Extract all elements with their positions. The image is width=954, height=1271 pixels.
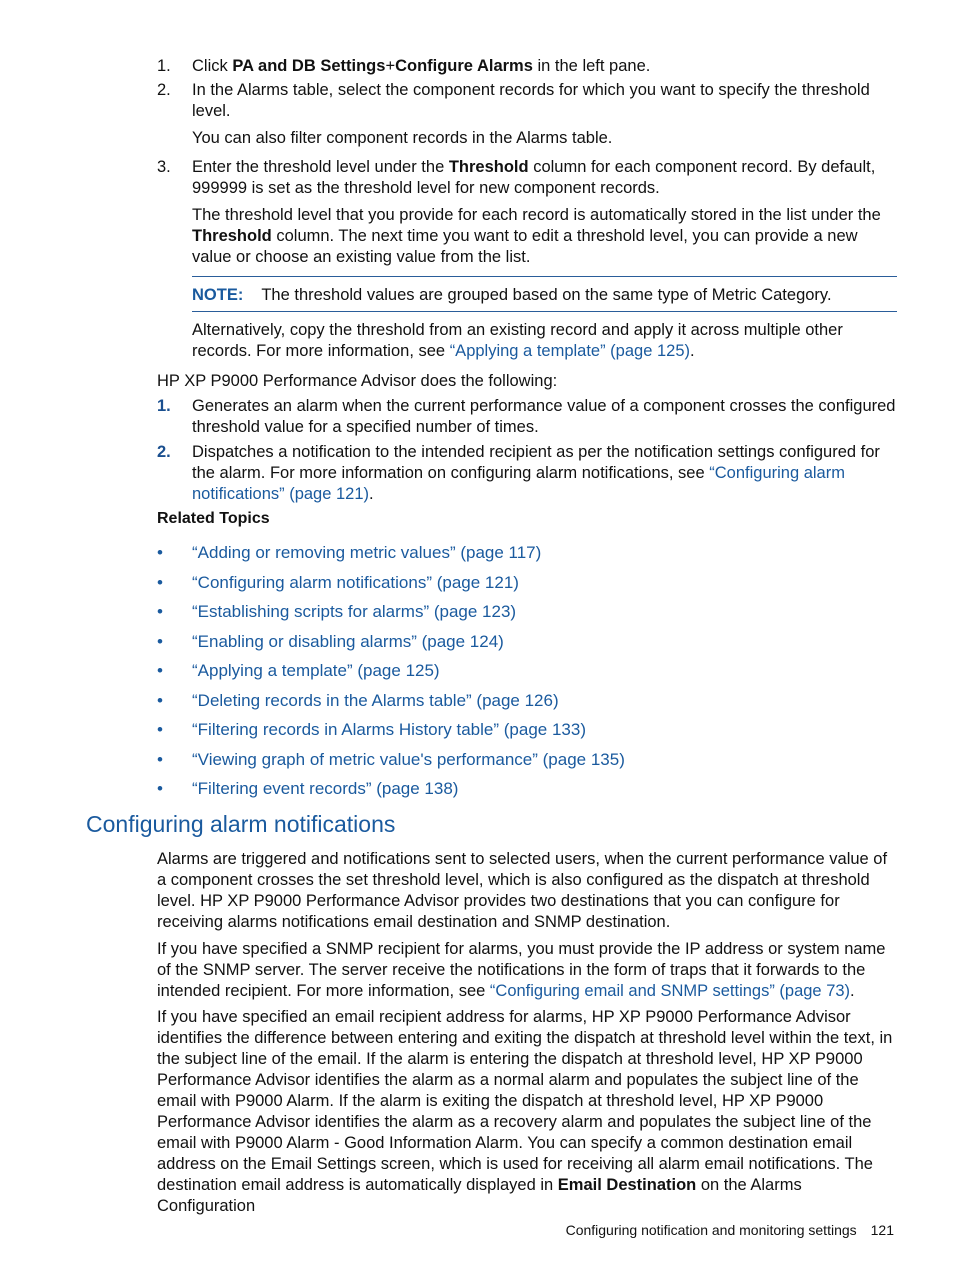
link-applying-template[interactable]: “Applying a template” (page 125) (449, 342, 690, 360)
action-number: 2. (157, 443, 171, 461)
paragraph-text: If you have specified a SNMP recipient for alarms, you must provide the IP address or system name of the SNMP server. The server receive the notifications in the form of traps that it forwards to the intended recipient. For more information, see (157, 940, 886, 1000)
bullet-icon: • (157, 572, 163, 592)
detail-text: The threshold level that you provide for each record is automatically stored in the list under the (192, 206, 881, 224)
menu-path-configure-alarms: Configure Alarms (395, 57, 533, 75)
related-item (157, 778, 857, 808)
steps-list (157, 56, 897, 362)
paragraph-text: on the Alarms Configuration (157, 1176, 802, 1215)
paragraph-2 (157, 939, 897, 1002)
step-3 (157, 157, 897, 199)
page-footer (566, 1222, 894, 1238)
note-box (192, 276, 897, 312)
bullet-icon: • (157, 779, 163, 798)
step-text: In the Alarms table, select the component records for which you want to specify the threshold level. (192, 81, 870, 120)
bullet-icon: • (157, 690, 163, 710)
note-label: NOTE: (192, 286, 244, 304)
alternative-paragraph (157, 320, 897, 362)
threshold-label: Threshold (448, 158, 529, 176)
action-2 (157, 442, 897, 505)
paragraph-text: . (850, 982, 855, 1000)
related-topics-title: Related Topics (157, 510, 270, 527)
related-link[interactable]: “Filtering records in Alarms History table” (page 133) (192, 720, 586, 739)
related-topics-list (157, 542, 857, 808)
related-link[interactable]: “Filtering event records” (page 138) (192, 779, 459, 798)
step-text: column for each component record. By default, 999999 is set as the threshold level for new component records. (192, 158, 876, 197)
link-configuring-alarm-notifications[interactable]: “Configuring alarm notifications” (page 121) (192, 464, 845, 503)
step-1 (157, 56, 897, 77)
step-2 (157, 80, 897, 122)
paragraph-text: If you have specified an email recipient address for alarms, HP XP P9000 Performance Advisor identifies the difference between entering and exiting the dispatch at threshold level within the text, in the subject line of the email. If the alarm is entering the dispatch at threshold level, HP XP P9000 Performance Advisor identifies the alarm as a normal alarm and populates the subject line of the email with P9000 Alarm. If the alarm is exiting the dispatch at threshold level, HP XP P9000 Performance Advisor identifies the alarm as a recovery alarm and populates the subject line of the email with P9000 Alarm - Good Information Alarm. You can specify a common destination email address on the Email Settings screen, which is used for receiving all alarm email notifications. The destination email address is automatically displayed in (157, 1008, 893, 1194)
related-item (157, 719, 857, 749)
step-text: Click (192, 57, 233, 75)
bullet-icon: • (157, 631, 163, 651)
bullet-icon: • (157, 661, 163, 680)
step-text: Enter the threshold level under the (192, 158, 449, 176)
related-link[interactable]: “Viewing graph of metric value's performance” (page 135) (192, 749, 625, 769)
step-number: 1. (157, 57, 171, 75)
related-link[interactable]: “Adding or removing metric values” (page 117) (192, 543, 542, 562)
related-item (157, 749, 857, 779)
actions-list (157, 396, 897, 505)
action-text: Generates an alarm when the current performance value of a component crosses the configured threshold value for a specified number of times. (192, 397, 896, 436)
action-number: 1. (157, 397, 171, 415)
related-item (157, 690, 857, 720)
step-3-detail (157, 205, 897, 268)
menu-path-pa-db-settings: PA and DB Settings (232, 57, 386, 75)
intro-text: HP XP P9000 Performance Advisor does the following: (157, 372, 558, 390)
note-text: The threshold values are grouped based on the same type of Metric Category. (261, 286, 832, 304)
step-text: in the left pane. (532, 57, 651, 75)
alt-text: . (690, 342, 695, 360)
related-link[interactable]: “Configuring alarm notifications” (page 121) (192, 572, 519, 592)
bullet-icon: • (157, 602, 163, 621)
related-item (157, 631, 857, 661)
action-1 (157, 396, 897, 438)
step-2-note: You can also filter component records in the Alarms table. (192, 129, 613, 147)
alt-text: Alternatively, copy the threshold from an existing record and apply it across multiple other records. For more information, see (192, 321, 843, 360)
related-link[interactable]: “Deleting records in the Alarms table” (page 126) (192, 690, 559, 710)
email-destination-label: Email Destination (557, 1176, 697, 1194)
detail-text: column. The next time you want to edit a threshold level, you can provide a new value or choose an existing value from the list. (192, 227, 858, 266)
step-number: 3. (157, 158, 171, 176)
related-link[interactable]: “Establishing scripts for alarms” (page 123) (192, 602, 517, 621)
plus-separator: + (385, 57, 396, 75)
paragraph-1: Alarms are triggered and notifications sent to selected users, when the current performance value of a component crosses the set threshold level, which is also configured as the dispatch at threshold level. HP XP P9000 Performance Advisor provides two destinations that you can configure for receiving alarms notifications email destination and SNMP destination. (157, 850, 888, 931)
section-heading: Configuring alarm notifications (86, 811, 396, 837)
link-email-snmp-settings[interactable]: “Configuring email and SNMP settings” (page 73) (489, 982, 851, 1000)
related-item (157, 542, 857, 572)
related-item (157, 660, 857, 690)
bullet-icon: • (157, 543, 163, 562)
footer-chapter-title: Configuring notification and monitoring settings (565, 1222, 857, 1238)
threshold-label: Threshold (192, 227, 272, 245)
related-item (157, 572, 857, 602)
action-text: Dispatches a notification to the intended recipient as per the notification settings configured for the alarm. For more information on configuring alarm notifications, see (192, 443, 880, 482)
related-item (157, 601, 857, 631)
action-text: . (369, 485, 374, 503)
paragraph-3 (157, 1007, 897, 1217)
bullet-icon: • (157, 749, 163, 769)
page-number: 121 (870, 1222, 894, 1238)
related-link[interactable]: “Applying a template” (page 125) (192, 661, 440, 680)
step-number: 2. (157, 81, 171, 99)
related-link[interactable]: “Enabling or disabling alarms” (page 124) (192, 631, 504, 651)
bullet-icon: • (157, 720, 163, 739)
